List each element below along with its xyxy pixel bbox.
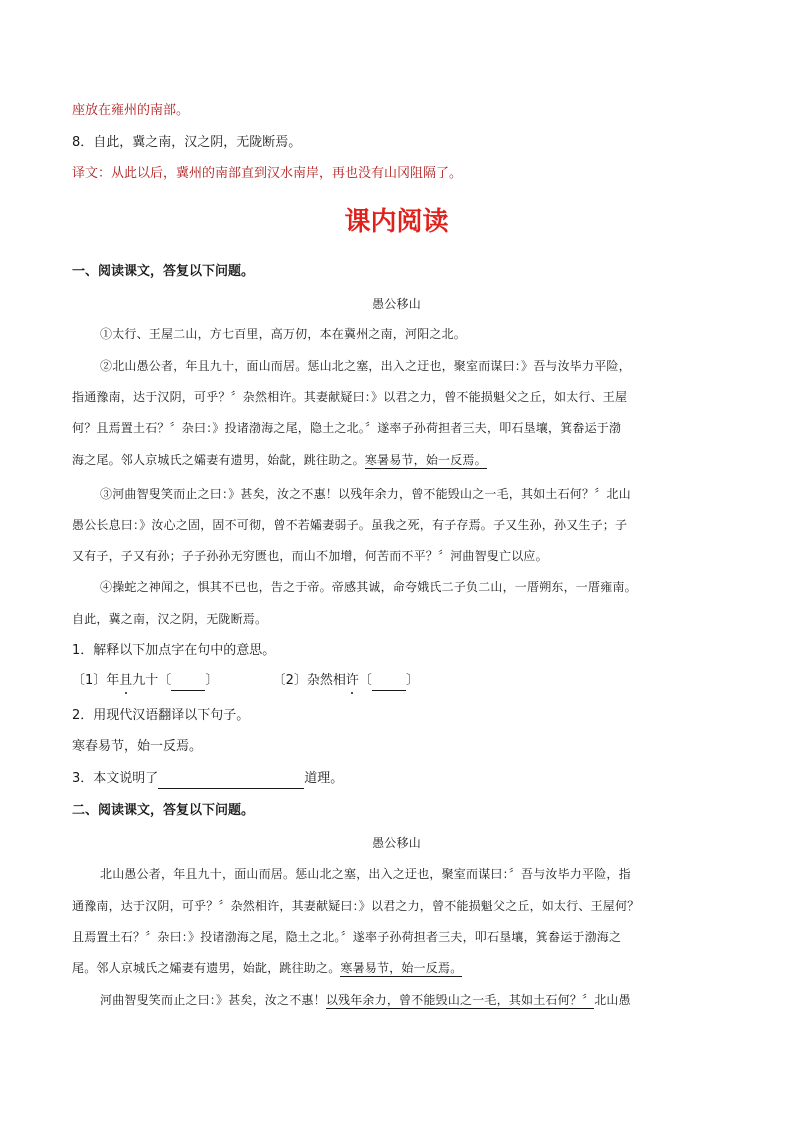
q1b-answer-blank[interactable] xyxy=(372,690,406,691)
part1-line-text: 海之尾。邻人京城氏之孀妻有遗男，始龀，跳往助之。 xyxy=(72,453,365,467)
part2-line: 且焉置土石？〞杂曰：》投诸渤海之尾，隐土之北。〞遂率子孙荷担者三夫，叩石垦壤，箕畚运于渤海之 xyxy=(72,930,622,944)
part1-line: 自此，冀之南，汉之阴，无陇断焉。 xyxy=(72,612,268,626)
q1a-dotted-char: 且 xyxy=(119,671,132,691)
part1-line xyxy=(72,450,487,470)
question-2-sentence: 寒春易节，始一反焉。 xyxy=(72,739,203,754)
q1a-answer-blank[interactable] xyxy=(171,690,205,691)
q1b-prefix: 〔2〕杂然相 xyxy=(272,673,346,688)
part1-line: ④操蛇之神闻之，惧其不已也，告之于帝。帝感其诚，命夸娥氏二子负二山，一厝朔东，一厝雍南。 xyxy=(100,580,637,594)
part1-passage-title: 愚公移山 xyxy=(372,297,421,311)
q1a-suffix: 九十〔 xyxy=(132,673,172,688)
q3-suffix: 道理。 xyxy=(304,771,344,786)
question-1-items xyxy=(72,671,419,691)
question-1: 1．解释以下加点字在句中的意思。 xyxy=(72,643,276,658)
translation-fragment: 座放在雍州的南部。 xyxy=(72,103,190,118)
part2-line: 北山愚公者，年且九十，面山而居。惩山北之塞，出入之迂也，聚室而谋曰：〞吾与汝毕力平险，指 xyxy=(100,867,631,881)
part2-passage-title: 愚公移山 xyxy=(372,836,421,850)
q1a-close: 〕 xyxy=(205,673,219,688)
part2-heading: 二、阅读课文，答复以下问题。 xyxy=(72,803,255,818)
part2-line-text: 河曲智叟笑而止之曰：》甚矣，汝之不惠！ xyxy=(100,993,326,1007)
question-3 xyxy=(72,769,343,789)
part2-line-text: 北山愚 xyxy=(594,993,631,1007)
q1b-suffix: 〔 xyxy=(358,673,372,688)
part1-line: 指通豫南，达于汉阴，可乎？〞杂然相许。其妻献疑曰：》以君之力，曾不能损魁父之丘，如太行、王屋 xyxy=(72,390,628,404)
part2-line xyxy=(100,990,631,1010)
q1b-close: 〕 xyxy=(405,673,419,688)
part1-line: 愚公长息曰：》汝心之固，固不可彻，曾不若孀妻弱子。虽我之死，有子存焉。子又生孙，孙又生子；子 xyxy=(72,518,628,532)
q3-answer-blank[interactable] xyxy=(158,788,304,789)
part2-line-text: 尾。邻人京城氏之孀妻有遗男，始龀，跳往助之。 xyxy=(72,961,341,975)
part1-heading: 一、阅读课文，答复以下问题。 xyxy=(72,264,255,279)
translation-sentence-8: 译文：从此以后，冀州的南部直到汉水南岸，再也没有山冈阻隔了。 xyxy=(72,166,463,181)
part1-line: 何？且焉置土石？〞杂曰：》投诸渤海之尾，隐土之北。〞遂率子孙荷担者三夫，叩石垦壤，箕畚运于渤 xyxy=(72,421,622,435)
part2-line xyxy=(72,958,462,978)
original-sentence-8: 8．自此，冀之南，汉之阴，无陇断焉。 xyxy=(72,135,302,150)
q3-prefix: 3．本文说明了 xyxy=(72,771,159,786)
part1-line: ②北山愚公者，年且九十，面山而居。惩山北之塞，出入之迂也，聚室而谋曰：》吾与汝毕力平险， xyxy=(100,359,631,373)
part1-line: 又有子，子又有孙；子子孙孙无穷匮也，而山不加增，何苦而不平？〞河曲智叟亡以应。 xyxy=(72,549,548,563)
part2-line: 通豫南，达于汉阴，可乎？〞杂然相许，其妻献疑曰：》以君之力，曾不能损魁父之丘，如太行、王屋何？ xyxy=(72,899,640,913)
q1a-prefix: 〔1〕年 xyxy=(72,673,120,688)
part1-line: ③河曲智叟笑而止之曰：》甚矣，汝之不惠！以残年余力，曾不能毁山之一毛，其如土石何？〞北山 xyxy=(100,487,631,501)
question-2: 2．用现代汉语翻译以下句子。 xyxy=(72,708,250,723)
q1b-dotted-char: 许 xyxy=(346,671,359,691)
underlined-sentence: 寒暑易节，始一反焉。 xyxy=(340,961,463,975)
section-title: 课内阅读 xyxy=(344,207,449,237)
underlined-sentence: 以残年余力，曾不能毁山之一毛，其如土石何？〞 xyxy=(325,993,595,1007)
underlined-sentence: 寒暑易节，始一反焉。 xyxy=(364,453,487,467)
part1-line: ①太行、王屋二山，方七百里，高万仞，本在冀州之南，河阳之北。 xyxy=(100,327,467,341)
